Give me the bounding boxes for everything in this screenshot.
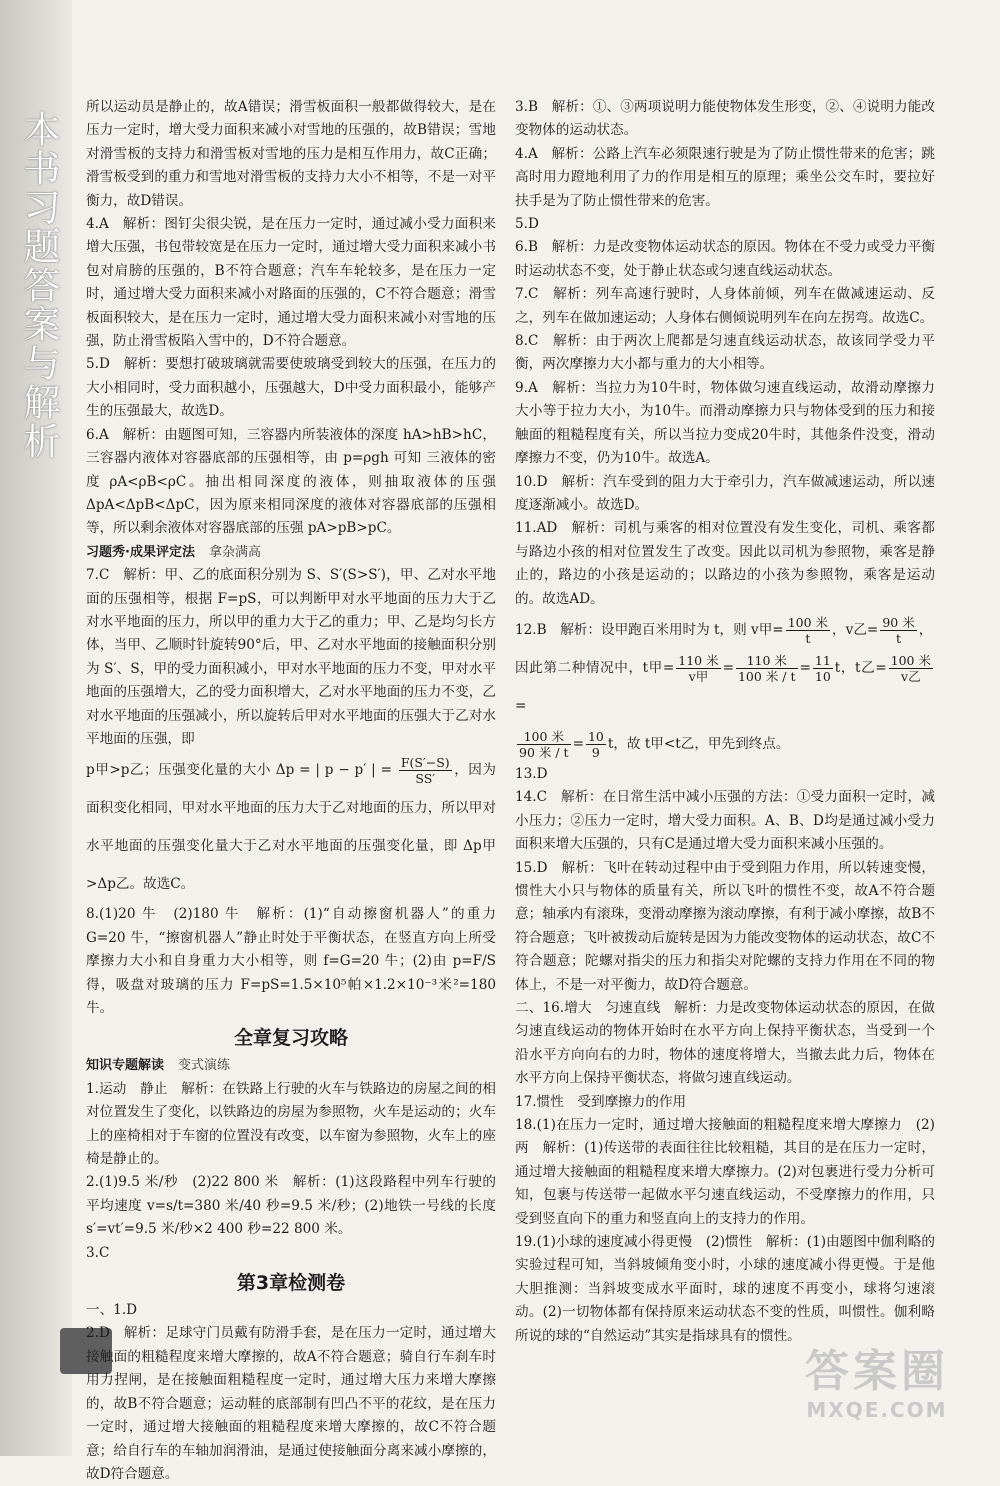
formula-text: t，t乙=	[834, 659, 887, 676]
test-answer-3: 3.B 解析：①、③两项说明力能使物体发生形变，②、④说明力能改变物体的运动状态。	[515, 99, 935, 139]
fraction-numerator: 100 米	[787, 614, 829, 630]
formula-text: 12.B 解析：设甲跑百米用时为 t，则 v甲=	[515, 621, 784, 638]
fraction	[676, 653, 720, 684]
test-answer-17: 17.惯性 受到摩擦力的作用	[515, 1093, 687, 1110]
formula-text: =	[572, 735, 584, 752]
formula-text: ，	[918, 621, 933, 638]
section-heading	[86, 541, 496, 564]
chapter-review-heading: 全章复习攻略	[233, 1027, 348, 1050]
watermark-cn: 答案圈	[805, 1346, 949, 1397]
formula-text: =	[722, 659, 734, 676]
fraction-numerator: 11	[814, 652, 831, 668]
fraction	[736, 653, 798, 684]
review-answer-1: 1.运动 静止 解析：在铁路上行驶的火车与铁路边的房屋之间的相对位置发生了变化，以铁路边的房屋为参照物，火车是运动的；火车上的座椅相对于车窗的位置没有改变，以车窗为参照物，火车上的座椅是静止的。	[86, 1080, 496, 1168]
fraction	[586, 729, 606, 760]
fraction-numerator: 10	[587, 728, 604, 744]
answer-paragraph: 所以运动员是静止的，故A错误；滑雪板面积一般都做得较大，是在压力一定时，增大受力面积来减小对雪地的压强的，故B错误；雪地对滑雪板的支持力和滑雪板对雪地的压力是相互作用力，故C正确；滑雪板受到的重力和雪地对滑雪板的支持力大小不相等，不是一对平衡力，故D错误。	[86, 99, 496, 209]
fraction-denominator: 90 米 / t	[519, 744, 569, 760]
fraction	[786, 615, 830, 646]
test-answer-6: 6.B 解析：力是改变物体运动状态的原因。物体在不受力或受力平衡时运动状态不变，处于静止状态或匀速直线运动状态。	[515, 239, 935, 279]
fraction-numerator: 110 米	[678, 652, 719, 668]
test-answer-10: 10.D 解析：汽车受到的阻力大于牵引力，汽车做减速运动，所以速度逐渐减小。故选D。	[515, 473, 935, 513]
section-tag: 拿杂满高	[208, 544, 261, 560]
fraction-denominator: v甲	[688, 668, 709, 684]
fraction	[399, 755, 452, 786]
test-answer-8: 8.C 解析：由于两次上爬都是匀速直线运动状态，故该同学受力平衡，两次摩擦力大小都与重力的大小相等。	[515, 333, 935, 373]
test-answer-1: 一、1.D	[86, 1302, 138, 1319]
section-heading	[86, 1054, 496, 1077]
test-answer-2: 2.D 解析：足球守门员戴有防滑手套，是在压力一定时，通过增大接触面的粗糙程度来增大摩擦的，故A不符合题意；骑自行车刹车时用力捏闸，是在接触面粗糙程度一定时，通过增大压力来增大摩擦的，故B不符合题意；运动鞋的底部制有凹凸不平的花纹，是在压力一定时，通过增大接触面的粗糙程度来增大摩擦的，故C不符合题意；给自行车的车轴加润滑油，是通过使接触面分离来减小摩擦的，故D符合题意。	[86, 1325, 496, 1482]
fraction-numerator: 90 米	[882, 614, 915, 630]
formula-text: 因此第二种情况中，t甲=	[515, 659, 675, 676]
left-column	[86, 96, 496, 1486]
formula-text-cont: ，因为面积变化相同，甲对水平地面的压力大于乙对地面的压力，所以甲对水平地面的压强变化量大于乙对水平地面的压强变化量，即 Δp甲>Δp乙。故选C。	[86, 762, 497, 893]
fraction-denominator: SS′	[415, 771, 436, 787]
fraction-denominator: 10	[814, 668, 831, 684]
right-column	[515, 96, 935, 1348]
section-title: 知识专题解读	[86, 1058, 165, 1074]
test-answer-4: 4.A 解析：公路上汽车必须限速行驶是为了防止惯性带来的危害；跳高时用力蹬地利用了力的作用是相互的原理；乘坐公交车时，要拉好扶手是为了防止惯性带来的危害。	[515, 145, 935, 209]
fraction	[889, 653, 933, 684]
answer-7: 7.C 解析：甲、乙的底面积分别为 S、S′(S>S′)，甲、乙对水平地面的压强相等，根据 F=pS，可以判断甲对水平地面的压力大于乙对水平地面的压力，所以甲的重力大于乙的重力；甲、乙是均匀长方体，当甲、乙顺时针旋转90°后，甲、乙对水平地面的接触面积分别为 S′、S，甲的受力面积减小，甲对水平地面的压力不变，甲对水平地面的压强增大，乙的受力面积增大，乙对水平地面的压力不变，乙对水平地面的压强减小，所以旋转后甲对水平地面的压强大于乙对水平地面的压强，即	[86, 567, 496, 747]
formula-text: ，v乙=	[832, 621, 879, 638]
test-answer-13: 13.D	[515, 765, 548, 782]
review-answer-3: 3.C	[86, 1244, 110, 1261]
test-answer-7: 7.C 解析：列车高速行驶时，人身体前倾，列车在做减速运动、反之，列车在做加速运动；人身体右侧倾说明列车在向左拐弯。故选C。	[515, 286, 935, 326]
test-answer-12-line2	[515, 649, 935, 725]
test-answer-12	[515, 611, 935, 649]
fraction-numerator: 110 米	[736, 653, 798, 669]
formula-text: =	[799, 659, 811, 676]
watermark-en: MXQE.COM	[806, 1398, 948, 1422]
answer-5: 5.D 解析：要想打破玻璃就需要使玻璃受到较大的压强，在压力的大小相同时，受力面积越小，压强越大，D中受力面积最小，能够产生的压强最大，故选D。	[86, 356, 496, 420]
test-answer-5: 5.D	[515, 216, 539, 233]
answer-7-formula	[86, 751, 496, 903]
watermark-logo	[772, 1346, 982, 1436]
fraction-denominator: t	[805, 630, 811, 646]
test-answer-14: 14.C 解析：在日常生活中减小压强的方法：①受力面积一定时，减小压力；②压力一定时，增大受力面积。A、B、D均是通过减小受力面积来增大压强的，只有C是通过增大受力面积来减小压强的。	[515, 789, 935, 853]
test-answer-11: 11.AD 解析：司机与乘客的相对位置没有发生变化，司机、乘客都与路边小孩的相对位置发生了改变。因此以司机为参照物，乘客是静止的，路边的小孩是运动的；以路边的小孩为参照物，乘客是运动的。故选AD。	[515, 520, 935, 607]
fraction-denominator: v乙	[901, 668, 921, 684]
fraction-numerator: 100 米	[517, 729, 571, 745]
fraction-denominator: 9	[591, 744, 600, 760]
fraction	[813, 653, 833, 684]
fraction-numerator: 100 米	[890, 652, 931, 668]
formula-text: p甲>p乙；压强变化量的大小 Δp = | p − p′ | =	[86, 762, 392, 779]
formula-text: t，故 t甲<t乙，甲先到终点。	[607, 735, 790, 752]
answer-8: 8.(1)20 牛 (2)180 牛 解析：(1)“自动擦窗机器人”的重力 G=20 牛，“擦窗机器人”静止时处于平衡状态，在竖直方向上所受摩擦力大小和自身重力大小相等，则 f=G=20 牛；(2)由 p=F/S 得，吸盘对玻璃的压力 F=pS=1.5×10⁵帕×1.2×10⁻³米²=180 牛。	[86, 906, 496, 1016]
sidebar-title: 本书习题答案与解析	[17, 110, 60, 461]
review-answer-2: 2.(1)9.5 米/秒 (2)22 800 米 解析：(1)这段路程中列车行驶的平均速度 v=s/t=380 米/40 秒=9.5 米/秒；(2)地铁一号线的长度 s′=vt′=9.5 米/秒×2 400 秒=22 800 米。	[86, 1174, 496, 1238]
answer-4: 4.A 解析：图钉尖很尖锐，是在压力一定时，通过减小受力面积来增大压强，书包带较宽是在压力一定时，通过增大受力面积来减小书包对肩膀的压强的，B不符合题意；汽车车轮较多，是在压力一定时，通过增大受力面积来减小对路面的压强的，C不符合题意；滑雪板面积较大，是在压力一定时，通过增大受力面积来减小对雪地的压强，防止滑雪板陷入雪中的，D不符合题意。	[86, 216, 496, 350]
test-answer-16: 二、16.增大 匀速直线 解析：力是改变物体运动状态的原因，在做匀速直线运动的物体开始时在水平方向上保持平衡状态，当受到一个沿水平方向向右的力时，物体的速度将增大，当撤去此力后，物体在水平方向上保持平衡状态，将做匀速直线运动。	[515, 1000, 935, 1087]
test-answer-9: 9.A 解析：当拉力为10牛时，物体做匀速直线运动，故滑动摩擦力大小等于拉力大小，为10牛。而滑动摩擦力只与物体受到的压力和接触面的粗糙程度有关，所以当拉力变成20牛时，其他条件没变，滑动摩擦力不变，仍为10牛。故选A。	[515, 379, 935, 467]
fraction-numerator: F(S′−S)	[400, 755, 450, 771]
section-tag: 变式演练	[178, 1058, 231, 1074]
test-answer-19: 19.(1)小球的速度减小得更慢 (2)惯性 解析：(1)由题图中伽利略的实验过程可知，当斜坡倾角变小时，小球的速度减小得更慢。于是他大胆推测：当斜坡变成水平面时，球的速度不再变小，球将匀速滚动。(2)一切物体都有保持原来运动状态不变的性质，叫惯性。伽利略所说的球的“自然运动”其实是指球具有的惯性。	[515, 1234, 935, 1344]
fraction-denominator: 100 米 / t	[737, 668, 796, 684]
fraction	[517, 729, 571, 760]
formula-text: =	[515, 697, 527, 714]
test-paper-heading: 第3章检测卷	[236, 1272, 346, 1295]
fraction-denominator: t	[895, 630, 902, 646]
test-answer-12-line3	[515, 725, 935, 763]
answer-6: 6.A 解析：由题图可知，三容器内所装液体的深度 hA>hB>hC，三容器内液体对容器底部的压强相等，由 p=ρgh 可知 三液体的密度 ρA<ρB<ρC。抽出相同深度的液体，则抽取液体的压强 ΔpA<ΔpB<ΔpC，因为原来相同深度的液体对容器底部的压强相等，所以剩余液体对容器底部的压强 pA>pB>pC。	[86, 426, 496, 537]
sidebar-strip	[0, 0, 72, 1456]
fraction	[880, 615, 916, 646]
test-answer-15: 15.D 解析：飞叶在转动过程中由于受到阻力作用，所以转速变慢，惯性大小只与物体的质量有关，所以飞叶的惯性不变，故A不符合题意；轴承内有滚珠，变滑动摩擦为滚动摩擦，有利于减小摩擦，故B不符合题意；飞叶被拨动后旋转是因为力能改变物体的运动状态，故C不符合题意；陀螺对指尖的压力和指尖对陀螺的支持力作用在不同的物体上，不是一对平衡力，故D符合题意。	[515, 859, 935, 993]
section-title: 习题秀·成果评定法	[86, 544, 195, 560]
test-answer-18: 18.(1)在压力一定时，通过增大接触面的粗糙程度来增大摩擦力 (2)两 解析：(1)传送带的表面往往比较粗糙，其目的是在压力一定时，通过增大接触面的粗糙程度来增大摩擦力。(2)对包裹进行受力分析可知，包裹与传送带一起做水平匀速直线运动，不受摩擦力的作用，只受到竖直向下的重力和竖直向上的支持力的作用。	[515, 1117, 935, 1227]
